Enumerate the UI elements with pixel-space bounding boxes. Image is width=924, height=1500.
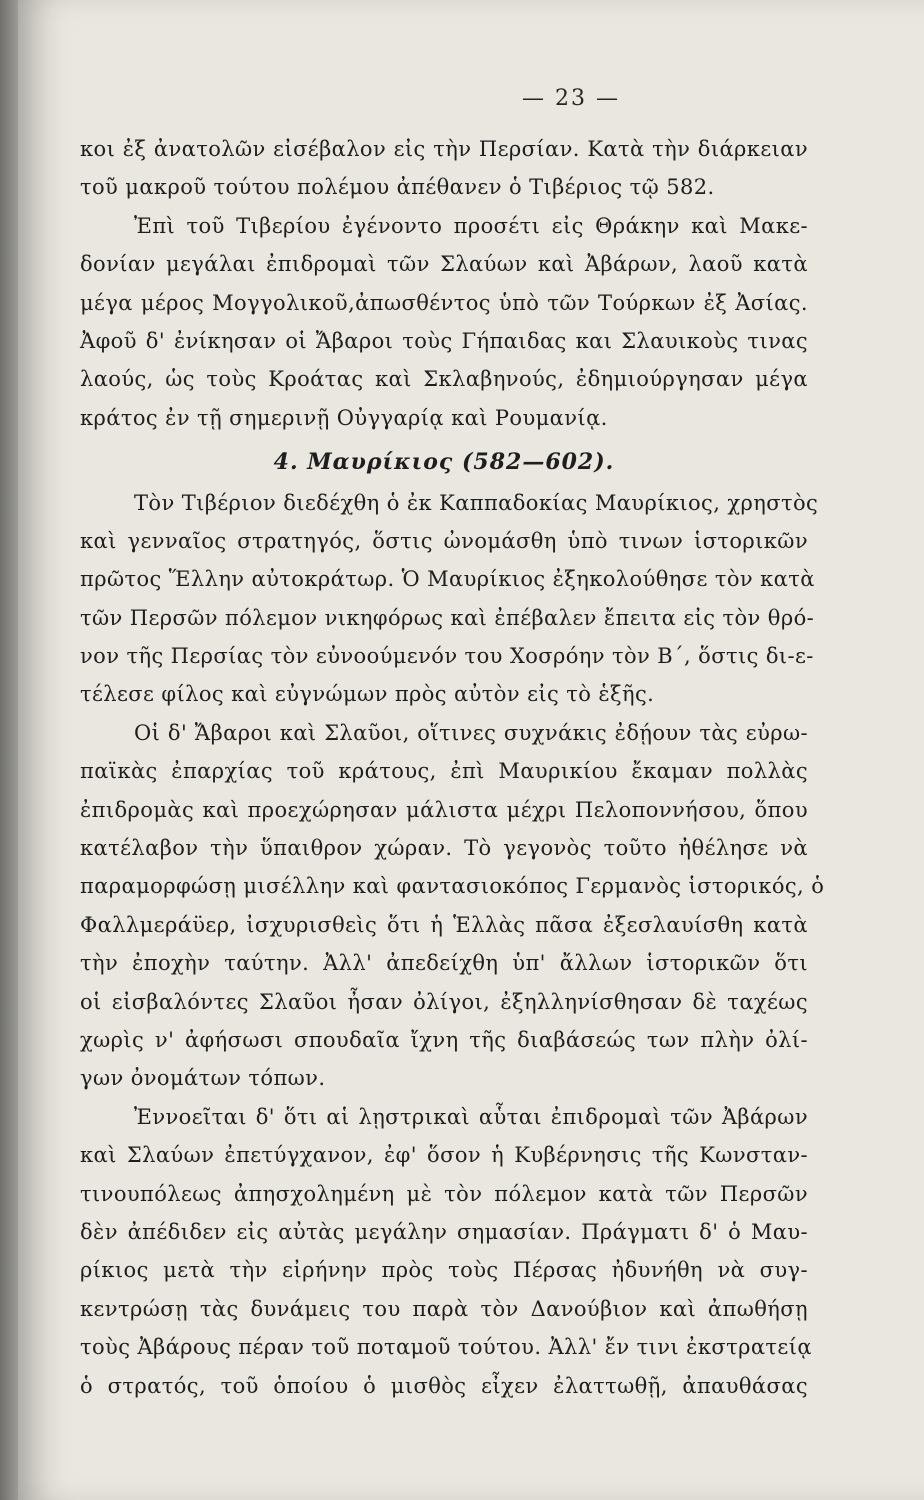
text-line: ἐπιδρομὰς καὶ προεχώρησαν μάλιστα μέχρι Πελοποννήσου, ὅπου (80, 797, 808, 822)
text-line: μέγα μέρος Μογγολικοῦ,ἀπωσθέντος ὑπὸ τῶν Τούρκων ἐξ Ἀσίας. (80, 290, 808, 315)
text-line: κεντρώσῃ τὰς δυνάμεις του παρὰ τὸν Δανούβιον καὶ ἀπωθήσῃ (80, 1296, 808, 1321)
text-line: κοι ἐξ ἀνατολῶν εἰσέβαλον εἰς τὴν Περσίαν. Κατὰ τὴν διάρκειαν (80, 137, 808, 161)
text-line: Τὸν Τιβέριον διεδέχθη ὁ ἐκ Καππαδοκίας Μαυρίκιος, χρηστὸς (134, 490, 819, 515)
text-line: γων ὀνομάτων τόπων. (80, 1066, 326, 1091)
page-number: — 23 — (522, 86, 620, 111)
book-page (18, 0, 924, 1500)
text-line: παραμορφώσῃ μισέλλην καὶ φαντασιοκόπος Γερμανὸς ἱστορικός, ὁ (80, 874, 825, 899)
text-line: Ἐπὶ τοῦ Τιβερίου ἐγένοντο προσέτι εἰς Θράκην καὶ Μακε- (134, 213, 808, 238)
paragraph (80, 207, 808, 437)
text-line: πρῶτος Ἕλλην αὐτοκράτωρ. Ὁ Μαυρίκιος ἐξηκολούθησε τὸν κατὰ (80, 567, 815, 592)
text-line: χωρὶς ν' ἀφήσωσι σπουδαῖα ἴχνη τῆς διαβάσεώς των πλὴν ὀλί- (80, 1027, 808, 1052)
text-line: ρίκιος μετὰ τὴν εἰρήνην πρὸς τοὺς Πέρσας ἠδυνήθη νὰ συγ- (80, 1258, 808, 1283)
paragraph (80, 1098, 812, 1405)
section-heading: 4. Μαυρίκιος (582—602). (273, 449, 615, 476)
text-line: τέλεσε φίλος καὶ εὐγνώμων πρὸς αὐτὸν εἰς τὸ ἑξῆς. (80, 682, 655, 707)
text-line: τῶν Περσῶν πόλεμον νικηφόρως καὶ ἐπέβαλεν ἔπειτα εἰς τὸν θρό- (80, 605, 815, 630)
text-line: δονίαν μεγάλαι ἐπιδρομαὶ τῶν Σλαύων καὶ Ἀβάρων, λαοῦ κατὰ (80, 252, 808, 277)
page-body (80, 130, 825, 1405)
text-line: τοὺς Ἀβάρους πέραν τοῦ ποταμοῦ τούτου. Ἀλλ' ἔν τινι ἐκστρατείᾳ (80, 1335, 812, 1360)
text-line: παϊκὰς ἐπαρχίας τοῦ κράτους, ἐπὶ Μαυρικίου ἔκαμαν πολλὰς (80, 759, 808, 784)
text-line: κατέλαβον τὴν ὕπαιθρον χώραν. Τὸ γεγονὸς τοῦτο ἠθέλησε νὰ (80, 836, 808, 861)
text-line: τὴν ἐποχὴν ταύτην. Ἀλλ' ἀπεδείχθη ὑπ' ἄλλων ἱστορικῶν ὅτι (80, 951, 808, 976)
text-line: κράτος ἐν τῇ σημερινῇ Οὐγγαρίᾳ καὶ Ρουμανίᾳ. (80, 405, 608, 430)
text-line: Ἐννοεῖται δ' ὅτι αἱ λῃστρικαὶ αὗται ἐπιδρομαὶ τῶν Ἀβάρων (134, 1104, 808, 1129)
text-line: τοῦ μακροῦ τούτου πολέμου ἀπέθανεν ὁ Τιβέριος τῷ 582. (80, 175, 715, 200)
text-line: Φαλλμεράϋερ, ἰσχυρισθεὶς ὅτι ἡ Ἑλλὰς πᾶσα ἐξεσλαυίσθη κατὰ (80, 912, 808, 937)
text-line: δὲν ἀπέδιδεν εἰς αὐτὰς μεγάλην σημασίαν. Πράγματι δ' ὁ Μαυ- (80, 1219, 808, 1244)
paragraph (80, 484, 819, 714)
page-binding-edge (0, 0, 18, 1500)
text-line: νον τῆς Περσίας τὸν εὐνοούμενόν του Χοσρόην τὸν Β΄, ὅστις δι-ε- (80, 644, 814, 669)
text-line: καὶ Σλαύων ἐπετύγχανον, ἐφ' ὅσον ἡ Κυβέρνησις τῆς Κωνσταν- (80, 1143, 808, 1168)
text-line: καὶ γενναῖος στρατηγός, ὅστις ὠνομάσθη ὑπὸ τινων ἱστορικῶν (80, 528, 808, 553)
text-line: Οἱ δ' Ἄβαροι καὶ Σλαῦοι, οἵτινες συχνάκις ἐδῄουν τὰς εὐρω- (134, 720, 808, 745)
paragraph (80, 130, 808, 207)
text-line: τινουπόλεως ἀπησχολημένη μὲ τὸν πόλεμον κατὰ τῶν Περσῶν (80, 1181, 808, 1206)
text-line: λαούς, ὡς τοὺς Κροάτας καὶ Σκλαβηνούς, ἐδημιούργησαν μέγα (80, 367, 808, 392)
text-line: οἱ εἰσβαλόντες Σλαῦοι ἦσαν ὀλίγοι, ἐξηλληνίσθησαν δὲ ταχέως (80, 989, 808, 1014)
paragraph (80, 714, 825, 1098)
text-line: ὁ στρατός, τοῦ ὁποίου ὁ μισθὸς εἶχεν ἐλαττωθῇ, ἀπαυθάσας (80, 1373, 808, 1398)
text-line: Ἀφοῦ δ' ἐνίκησαν οἱ Ἄβαροι τοὺς Γήπαιδας και Σλαυικοὺς τινας (80, 328, 808, 353)
